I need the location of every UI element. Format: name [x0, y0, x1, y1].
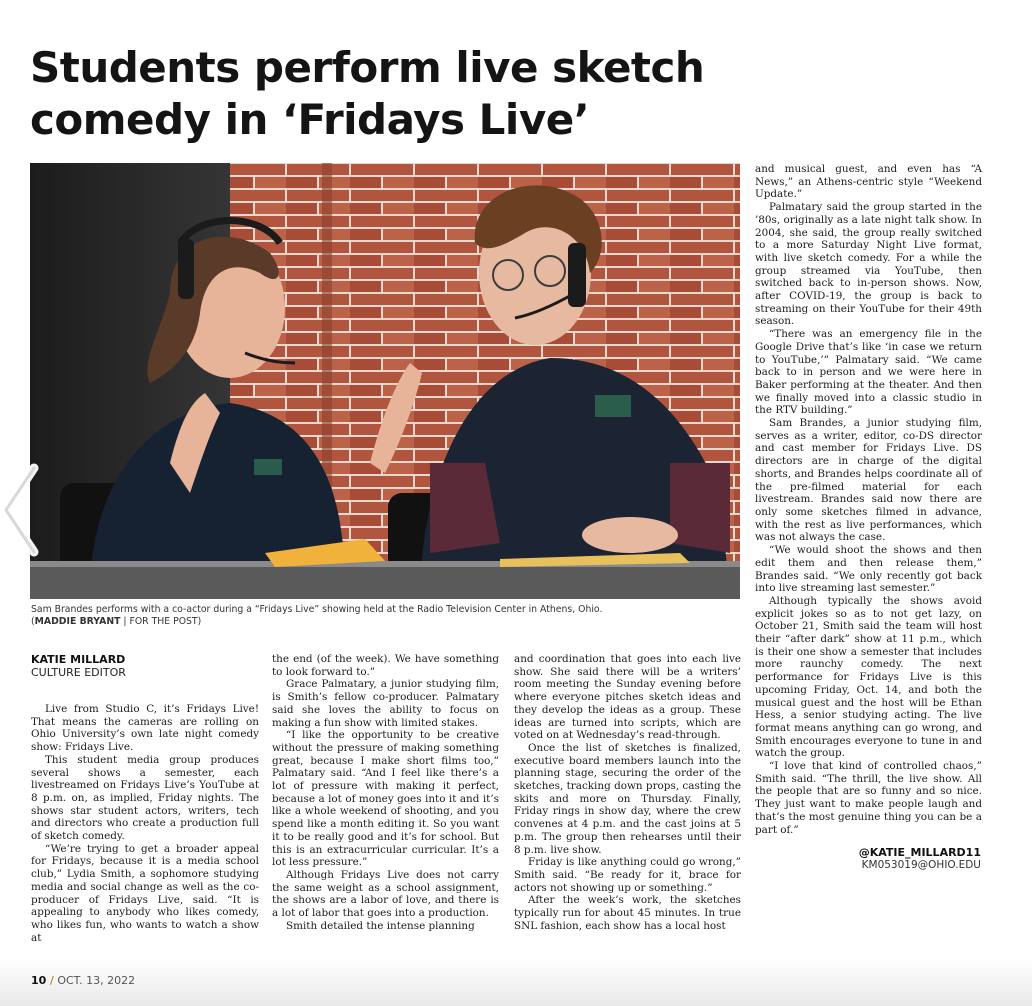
page-footer: [0, 958, 1032, 1006]
paragraph: Although Fridays Live does not carry the same weight as a school assignment, the shows are a labor of love, and there is a lot of labor that goes into a production.: [272, 868, 499, 920]
paragraph: “We would shoot the shows and then edit them and then release them,” Brandes said. “We only recently got back into live streaming last semester.”: [755, 544, 982, 595]
article-photo: [30, 163, 740, 599]
headline: Students perform live sketch comedy in ‘Fridays Live’: [30, 43, 705, 144]
author-role: CULTURE EDITOR: [31, 666, 126, 679]
paragraph: “There was an emergency file in the Google Drive that’s like ‘in case we return to YouTube,’” Palmatary said. “We came back to in person and we were here in Baker performing at the theater. And then we finally moved into a classic studio in the RTV building.”: [755, 328, 982, 417]
chevron-left-icon: [0, 462, 40, 558]
article-column-4: [755, 163, 982, 836]
author-social-handle[interactable]: @KATIE_MILLARD11: [858, 846, 981, 859]
paragraph: “I like the opportunity to be creative without the pressure of making something great, because I make short films too,” Palmatary said. “And I feel like there’s a lot of pressure with making it perfect, because a lot of money goes into it and it’s like a whole weekend of shooting, and you spend like a month editing it. So you want it to be really good and it’s for school. But this is an extracurricular curricular. It’s a lot less pressure.”: [272, 729, 499, 869]
paragraph: After the week’s work, the sketches typically run for about 45 minutes. In true SNL fashion, each show has a local host: [514, 894, 741, 932]
paragraph: Once the list of sketches is finalized, executive board members launch into the planning stage, securing the order of the sketches, tracking down props, casting the skits and more on Thursday. Finally, Friday rings in show day, where the crew convenes at 4 p.m. and the cast joins at 5 p.m. The group then rehearses until their 8 p.m. live show.: [514, 741, 741, 856]
article-column-3: [514, 653, 741, 932]
paragraph-continued: the end (of the week). We have something to look forward to.”: [272, 653, 499, 678]
author-contact: [859, 846, 981, 872]
caption-text: Sam Brandes performs with a co-actor during a “Fridays Live” showing held at the Radio Television Center in Athens, Ohio.: [31, 604, 603, 615]
paragraph: Smith detailed the intense planning: [286, 919, 475, 932]
article-column-2: [272, 653, 499, 932]
paragraph: Palmatary said the group started in the ’80s, originally as a late night talk show. In 2004, she said, the group really switched to a more Saturday Night Live format, with live sketch comedy. For a while the group streamed via YouTube, then switched back to in-person shows. Now, after COVID-19, the group is back to streaming on their YouTube for their 49th season.: [755, 201, 982, 328]
article-column-1: [31, 703, 259, 944]
paragraph: Friday is like anything could go wrong,” Smith said. “Be ready for it, brace for actors not showing up or something.”: [514, 856, 741, 894]
byline: [31, 654, 261, 679]
paragraph: “We’re trying to get a broader appeal for Fridays, because it is a media school club,” Lydia Smith, a sophomore studying media and social change as well as the co-producer of Fridays Live, said. “It is appealing to anybody who likes comedy, who likes fun, who wants to watch a show at: [31, 842, 259, 944]
caption-credit-open: (: [31, 616, 35, 627]
paragraph: “I love that kind of controlled chaos,” Smith said. “The thrill, the live show. All the people that are so funny and so nice. They just want to make people laugh and that’s the most genuine thing you can be a part of.”: [755, 760, 982, 836]
performers-illustration: [30, 163, 740, 599]
paragraph: Sam Brandes, a junior studying film, serves as a writer, editor, co-DS director and cast member for Fridays Live. DS directors are in charge of the digital shorts, and Brandes helps coordinate all of the pre-filmed material for each livestream. Brandes said now there are only some sketches filmed in advance, with the rest as live performances, which was not always the case.: [755, 417, 982, 544]
paragraph: This student media group produces several shows a semester, each livestreamed on Fridays Live’s YouTube at 8 p.m. on, as implied, Friday nights. The shows star student actors, writers, tech and directors who create a production full of sketch comedy.: [31, 753, 259, 843]
paragraph: Although typically the shows avoid explicit jokes so as to not get lazy, on October 21, Smith said the team will host their “after dark” show at 11 p.m., which is their one show a semester that includes more raunchy comedy. The next performance for Fridays Live is this upcoming Friday, Oct. 14, and both the musical guest and the host will be Ethan Hess, a senior studying acting. The live format means anything can go wrong, and Smith encourages everyone to tune in and watch the group.: [755, 594, 982, 760]
caption-credit-rest: | FOR THE POST): [120, 616, 202, 627]
photo-caption: [31, 604, 741, 628]
paragraph-continued: and musical guest, and even has “A News,” an Athens-centric style “Weekend Update.”: [755, 163, 982, 201]
folio: [31, 974, 135, 987]
folio-separator: /: [49, 974, 54, 987]
issue-date: OCT. 13, 2022: [57, 974, 136, 987]
author-email[interactable]: KM053019@OHIO.EDU: [861, 859, 981, 871]
paragraph: Live from Studio C, it’s Fridays Live! That means the cameras are rolling on Ohio University’s own late night comedy show: Fridays Live.: [31, 703, 259, 754]
caption-credit-name: MADDIE BRYANT: [34, 616, 121, 627]
previous-page-button[interactable]: [0, 462, 40, 558]
paragraph: Grace Palmatary, a junior studying film, is Smith’s fellow co-producer. Palmatary said she loves the ability to focus on making a fun show with limited stakes.: [272, 678, 499, 729]
author-name: KATIE MILLARD: [31, 653, 126, 666]
paragraph-continued: and coordination that goes into each live show. She said there will be a writers’ room meeting the Sunday evening before where everyone pitches sketch ideas and they develop the ideas as a group. These ideas are turned into scripts, which are voted on at Wednesday’s read-through.: [514, 653, 741, 742]
page-number: 10: [31, 974, 47, 987]
